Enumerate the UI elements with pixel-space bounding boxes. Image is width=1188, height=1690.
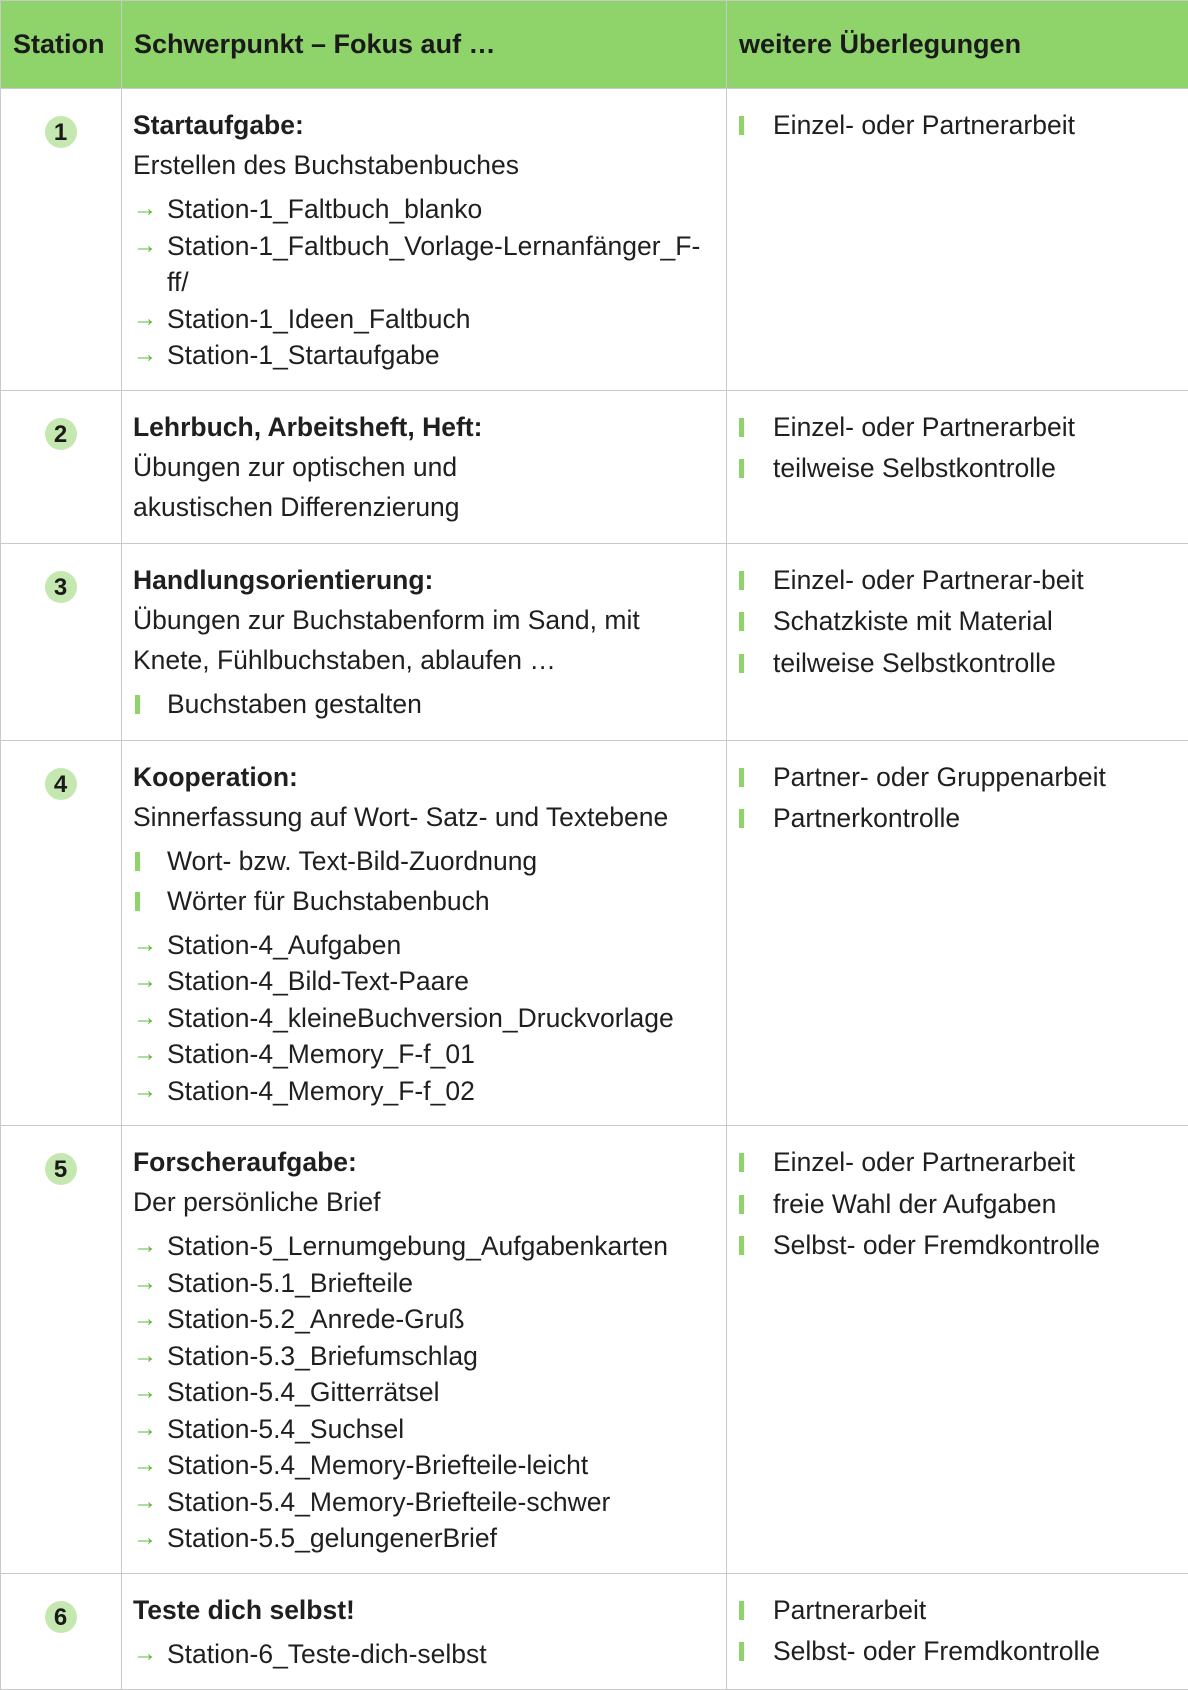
table-header [1, 1, 1188, 89]
file-item [133, 963, 714, 1000]
focus-title: Teste dich selbst! [133, 1590, 714, 1630]
file-name: Station-5.4_Gitterrätsel [167, 1377, 440, 1407]
file-name: Station-5.5_gelungenerBrief [167, 1523, 497, 1553]
arrow-right-icon: → [133, 1228, 157, 1265]
header-focus: Schwerpunkt – Fokus auf … [122, 1, 727, 89]
focus-description: Sinnerfassung auf Wort- Satz- und Textebene [133, 797, 714, 837]
file-list [133, 1228, 714, 1557]
arrow-right-icon: → [133, 1301, 157, 1338]
file-list [133, 1636, 714, 1673]
file-item [133, 1000, 714, 1037]
file-name: Station-5.1_Briefteile [167, 1268, 413, 1298]
focus-cell [122, 89, 727, 391]
file-name: Station-4_Bild-Text-Paare [167, 966, 469, 996]
consideration-item [737, 1631, 1176, 1671]
station-number: 5 [45, 1153, 77, 1185]
green-bar-icon [739, 418, 744, 437]
focus-title: Forscheraufgabe: [133, 1142, 714, 1182]
header-considerations: weitere Überlegungen [727, 1, 1188, 89]
station-number: 6 [45, 1601, 77, 1633]
green-bar-icon [739, 1642, 744, 1661]
file-name: Station-5.4_Memory-Briefteile-schwer [167, 1487, 610, 1517]
green-bar-icon [739, 1195, 744, 1214]
header-station: Station [1, 1, 122, 89]
considerations-cell [727, 543, 1188, 740]
consideration-text: teilweise Selbstkontrolle [773, 648, 1056, 678]
green-bar-icon [135, 892, 140, 911]
file-item [133, 228, 714, 301]
considerations-list [737, 560, 1176, 683]
green-bar-icon [739, 612, 744, 631]
file-name: Station-1_Faltbuch_blanko [167, 194, 482, 224]
green-bar-icon [739, 571, 744, 590]
green-bar-icon [739, 459, 744, 478]
table-row [1, 1573, 1188, 1689]
file-name: Station-4_Memory_F-f_02 [167, 1076, 475, 1106]
station-number: 3 [45, 571, 77, 603]
table-row [1, 543, 1188, 740]
file-item [133, 301, 714, 338]
bullet-text: Wort- bzw. Text-Bild-Zuordnung [167, 846, 537, 876]
arrow-right-icon: → [133, 337, 157, 374]
consideration-text: Einzel- oder Partnerarbeit [773, 412, 1075, 442]
file-item [133, 1265, 714, 1302]
focus-description: Erstellen des Buchstabenbuches [133, 145, 714, 185]
table-row [1, 1126, 1188, 1574]
file-item [133, 1073, 714, 1110]
file-item [133, 1520, 714, 1557]
focus-description: akustischen Differenzierung [133, 487, 714, 527]
arrow-right-icon: → [133, 1036, 157, 1073]
file-name: Station-5.4_Suchsel [167, 1414, 404, 1444]
consideration-item [737, 448, 1176, 488]
station-number: 2 [45, 418, 77, 450]
arrow-right-icon: → [133, 301, 157, 338]
consideration-text: Partnerarbeit [773, 1595, 926, 1625]
consideration-text: Schatzkiste mit Material [773, 606, 1053, 636]
consideration-item [737, 798, 1176, 838]
file-name: Station-5_Lernumgebung_Aufgabenkarten [167, 1231, 668, 1261]
consideration-text: teilweise Selbstkontrolle [773, 453, 1056, 483]
consideration-item [737, 1184, 1176, 1224]
considerations-list [737, 757, 1176, 839]
consideration-item [737, 407, 1176, 447]
green-bar-icon [135, 695, 140, 714]
consideration-item [737, 601, 1176, 641]
consideration-text: Partnerkontrolle [773, 803, 960, 833]
file-name: Station-6_Teste-dich-selbst [167, 1639, 487, 1669]
file-name: Station-1_Ideen_Faltbuch [167, 304, 471, 334]
file-name: Station-4_kleineBuchversion_Druckvorlage [167, 1003, 674, 1033]
station-cell [1, 89, 122, 391]
green-bar-icon [739, 1236, 744, 1255]
file-item [133, 337, 714, 374]
arrow-right-icon: → [133, 1636, 157, 1673]
green-bar-icon [739, 654, 744, 673]
considerations-list [737, 1590, 1176, 1672]
consideration-text: Partner- oder Gruppenarbeit [773, 762, 1106, 792]
considerations-cell [727, 390, 1188, 543]
considerations-list [737, 105, 1176, 145]
file-item [133, 1636, 714, 1673]
green-bar-icon [739, 1153, 744, 1172]
station-cell [1, 543, 122, 740]
consideration-text: Selbst- oder Fremdkontrolle [773, 1230, 1100, 1260]
file-list [133, 191, 714, 374]
consideration-item [737, 1590, 1176, 1630]
file-item [133, 927, 714, 964]
considerations-cell [727, 1573, 1188, 1689]
arrow-right-icon: → [133, 1447, 157, 1484]
focus-cell [122, 1573, 727, 1689]
focus-title: Kooperation: [133, 757, 714, 797]
consideration-item [737, 1142, 1176, 1182]
file-item [133, 1228, 714, 1265]
file-name: Station-5.2_Anrede-Gruß [167, 1304, 465, 1334]
considerations-cell [727, 89, 1188, 391]
arrow-right-icon: → [133, 1374, 157, 1411]
file-list [133, 927, 714, 1110]
arrow-right-icon: → [133, 1338, 157, 1375]
arrow-right-icon: → [133, 191, 157, 228]
green-bar-icon [739, 809, 744, 828]
file-item [133, 1301, 714, 1338]
focus-cell [122, 390, 727, 543]
arrow-right-icon: → [133, 1411, 157, 1448]
green-bar-icon [739, 1601, 744, 1620]
file-item [133, 1484, 714, 1521]
focus-description: Der persönliche Brief [133, 1182, 714, 1222]
focus-description: Übungen zur optischen und [133, 447, 714, 487]
consideration-text: freie Wahl der Aufgaben [773, 1189, 1056, 1219]
focus-bullet-item [133, 881, 714, 921]
station-cell [1, 1573, 122, 1689]
file-name: Station-4_Aufgaben [167, 930, 401, 960]
table-row [1, 740, 1188, 1126]
file-item [133, 191, 714, 228]
considerations-cell [727, 740, 1188, 1126]
focus-bullet-list [133, 684, 714, 724]
station-cell [1, 740, 122, 1126]
consideration-item [737, 560, 1176, 600]
consideration-item [737, 105, 1176, 145]
green-bar-icon [135, 852, 140, 871]
green-bar-icon [739, 768, 744, 787]
focus-cell [122, 543, 727, 740]
consideration-text: Einzel- oder Partnerarbeit [773, 110, 1075, 140]
focus-bullet-list [133, 841, 714, 921]
arrow-right-icon: → [133, 1265, 157, 1302]
focus-title: Handlungsorientierung: [133, 560, 714, 600]
station-cell [1, 390, 122, 543]
file-item [133, 1411, 714, 1448]
file-name: Station-1_Startaufgabe [167, 340, 440, 370]
arrow-right-icon: → [133, 1073, 157, 1110]
focus-bullet-item [133, 841, 714, 881]
table-row [1, 89, 1188, 391]
file-item [133, 1374, 714, 1411]
station-cell [1, 1126, 122, 1574]
focus-title: Startaufgabe: [133, 105, 714, 145]
bullet-text: Wörter für Buchstabenbuch [167, 886, 490, 916]
focus-title: Lehrbuch, Arbeitsheft, Heft: [133, 407, 714, 447]
file-name: Station-5.3_Briefumschlag [167, 1341, 478, 1371]
arrow-right-icon: → [133, 1484, 157, 1521]
consideration-text: Selbst- oder Fremdkontrolle [773, 1636, 1100, 1666]
arrow-right-icon: → [133, 927, 157, 964]
focus-description: Knete, Fühlbuchstaben, ablaufen … [133, 640, 714, 680]
file-item [133, 1447, 714, 1484]
bullet-text: Buchstaben gestalten [167, 689, 422, 719]
file-name: Station-4_Memory_F-f_01 [167, 1039, 475, 1069]
file-name: Station-5.4_Memory-Briefteile-leicht [167, 1450, 588, 1480]
file-item [133, 1338, 714, 1375]
focus-bullet-item [133, 684, 714, 724]
station-number: 1 [45, 116, 77, 148]
considerations-list [737, 1142, 1176, 1265]
consideration-item [737, 643, 1176, 683]
focus-cell [122, 1126, 727, 1574]
file-name: Station-1_Faltbuch_Vorlage-Lernanfänger_F-ff/ [167, 231, 700, 298]
focus-cell [122, 740, 727, 1126]
arrow-right-icon: → [133, 228, 157, 265]
arrow-right-icon: → [133, 1520, 157, 1557]
considerations-list [737, 407, 1176, 489]
consideration-text: Einzel- oder Partnerarbeit [773, 1147, 1075, 1177]
focus-description: Übungen zur Buchstabenform im Sand, mit [133, 600, 714, 640]
table-row [1, 390, 1188, 543]
green-bar-icon [739, 116, 744, 135]
arrow-right-icon: → [133, 1000, 157, 1037]
consideration-item [737, 1225, 1176, 1265]
station-number: 4 [45, 768, 77, 800]
considerations-cell [727, 1126, 1188, 1574]
arrow-right-icon: → [133, 963, 157, 1000]
file-item [133, 1036, 714, 1073]
consideration-item [737, 757, 1176, 797]
consideration-text: Einzel- oder Partnerar-beit [773, 565, 1084, 595]
